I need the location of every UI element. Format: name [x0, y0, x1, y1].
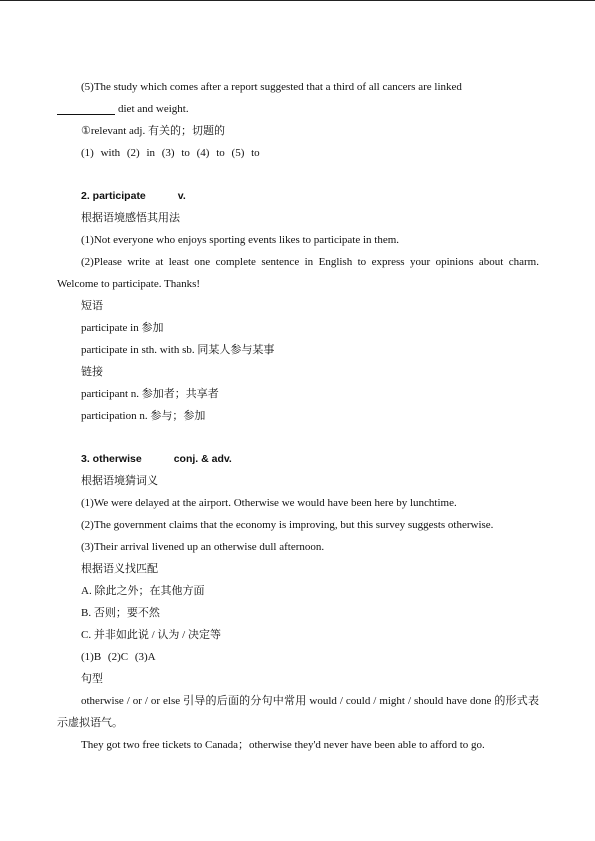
- example-sentence: (2)The government claims that the economy is improving, but this survey suggests otherwise.: [81, 519, 494, 531]
- document-page: [57, 76, 539, 756]
- option-item: A. 除此之外；在其他方面: [81, 585, 205, 597]
- phrase-item: participate in sth. with sb. 同某人参与某事: [81, 344, 275, 356]
- example-sentence: (2)Please write at least one complete sentence in English to express your opinions about charm. Welcome to participate. Thanks!: [57, 256, 539, 290]
- vocab-note: ①relevant adj. 有关的；切题的: [81, 125, 225, 137]
- answer-blank: [57, 100, 115, 115]
- section-label: 链接: [81, 366, 103, 378]
- section-label: 短语: [81, 300, 103, 312]
- example-sentence: They got two free tickets to Canada；otherwise they'd never have been able to afford to go.: [81, 739, 485, 751]
- phrase-item: participate in 参加: [81, 322, 164, 334]
- sentence-5: (5)The study which comes after a report suggested that a third of all cancers are linked: [81, 81, 462, 93]
- instruction: 根据语境感悟其用法: [81, 212, 180, 224]
- example-sentence: (1)Not everyone who enjoys sporting events likes to participate in them.: [81, 234, 400, 246]
- page-top-rule: [0, 0, 595, 1]
- entry-heading-otherwise: 3. otherwise conj. & adv.: [81, 453, 232, 465]
- entry-heading-participate: 2. participate v.: [81, 190, 186, 202]
- example-sentence: (1)We were delayed at the airport. Otherwise we would have been here by lunchtime.: [81, 497, 457, 509]
- section-label: 句型: [81, 673, 103, 685]
- pattern-description: otherwise / or / or else 引导的后面的分句中常用 would / could / might / should have done 的形式表示虚拟语气。: [57, 695, 539, 729]
- section-label: 根据语义找匹配: [81, 563, 158, 575]
- answer-key: (1)B (2)C (3)A: [81, 651, 156, 663]
- link-item: participant n. 参加者；共享者: [81, 388, 219, 400]
- instruction: 根据语境猜词义: [81, 475, 158, 487]
- link-item: participation n. 参与；参加: [81, 410, 206, 422]
- answer-key: (1) with (2) in (3) to (4) to (5) to: [81, 147, 260, 159]
- example-sentence: (3)Their arrival livened up an otherwise dull afternoon.: [81, 541, 325, 553]
- sentence-5-continued: diet and weight.: [57, 98, 539, 120]
- option-item: C. 并非如此说 / 认为 / 决定等: [81, 629, 221, 641]
- option-item: B. 否则；要不然: [81, 607, 160, 619]
